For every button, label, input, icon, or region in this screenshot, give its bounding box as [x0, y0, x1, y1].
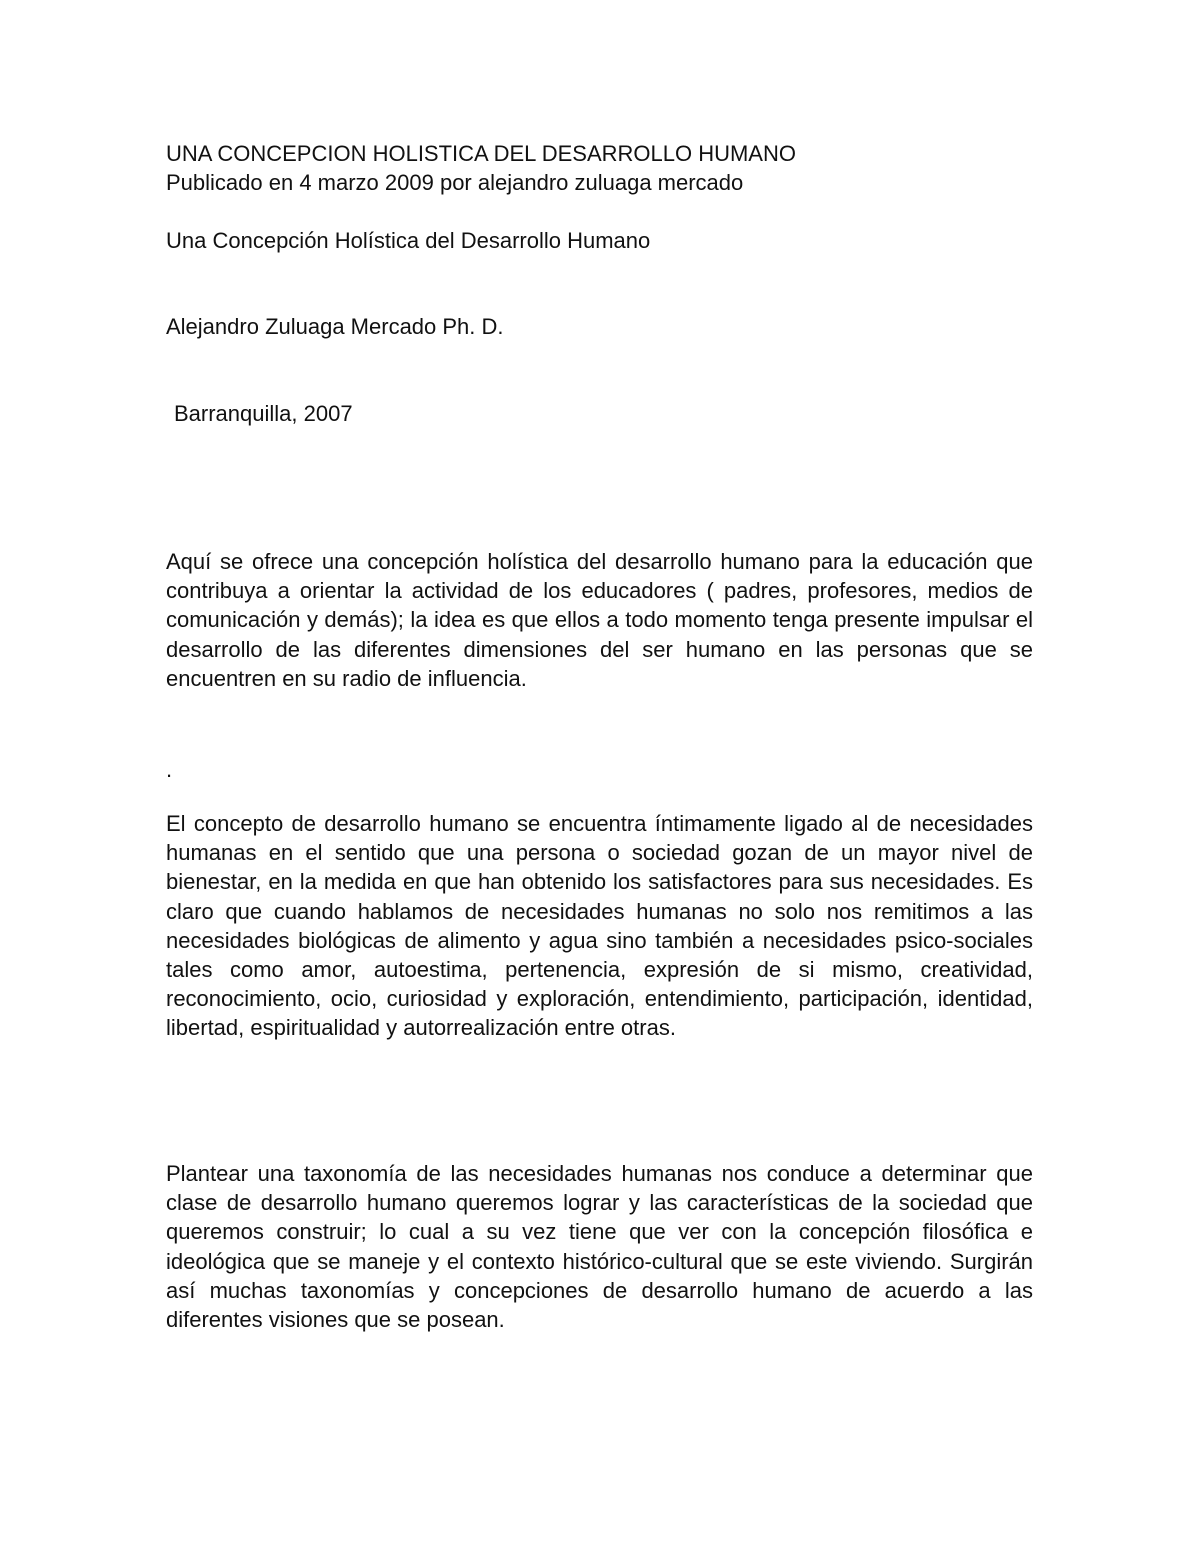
document-title: UNA CONCEPCION HOLISTICA DEL DESARROLLO HUMANO: [166, 141, 796, 166]
publication-info: Publicado en 4 marzo 2009 por alejandro zuluaga mercado: [166, 170, 744, 195]
document-subtitle: Una Concepción Holística del Desarrollo Humano: [166, 228, 651, 253]
paragraph-taxonomy: Plantear una taxonomía de las necesidades humanas nos conduce a determinar que clase de desarrollo humano queremos lograr y las características de la sociedad que queremos construir; lo cual a su vez tiene que ver con la concepción filosófica e ideológica que se maneje y el contexto histórico-cultural que se este viviendo. Surgirán así muchas taxonomías y concepciones de desarrollo humano de acuerdo a las diferentes visiones que se posean.: [166, 1161, 1033, 1333]
paragraph-introduction: Aquí se ofrece una concepción holística del desarrollo humano para la educación que contribuya a orientar la actividad de los educadores ( padres, profesores, medios de comunicación y demás); la idea es que ellos a todo momento tenga presente impulsar el desarrollo de las diferentes dimensiones del ser humano en las personas que se encuentren en su radio de influencia.: [166, 549, 1033, 691]
place-and-year: Barranquilla, 2007: [174, 401, 353, 426]
separator-dot: .: [166, 757, 173, 782]
author-name: Alejandro Zuluaga Mercado Ph. D.: [166, 314, 504, 339]
paragraph-human-needs: El concepto de desarrollo humano se encuentra íntimamente ligado al de necesidades humanas en el sentido que una persona o sociedad gozan de un mayor nivel de bienestar, en la medida en que han obtenido los satisfactores para sus necesidades. Es claro que cuando hablamos de necesidades humanas no solo nos remitimos a las necesidades biológicas de alimento y agua sino también a necesidades psico-sociales tales como amor, autoestima, pertenencia, expresión de si mismo, creatividad, reconocimiento, ocio, curiosidad y exploración, entendimiento, participación, identidad, libertad, espiritualidad y autorrealización entre otras.: [166, 811, 1033, 1041]
